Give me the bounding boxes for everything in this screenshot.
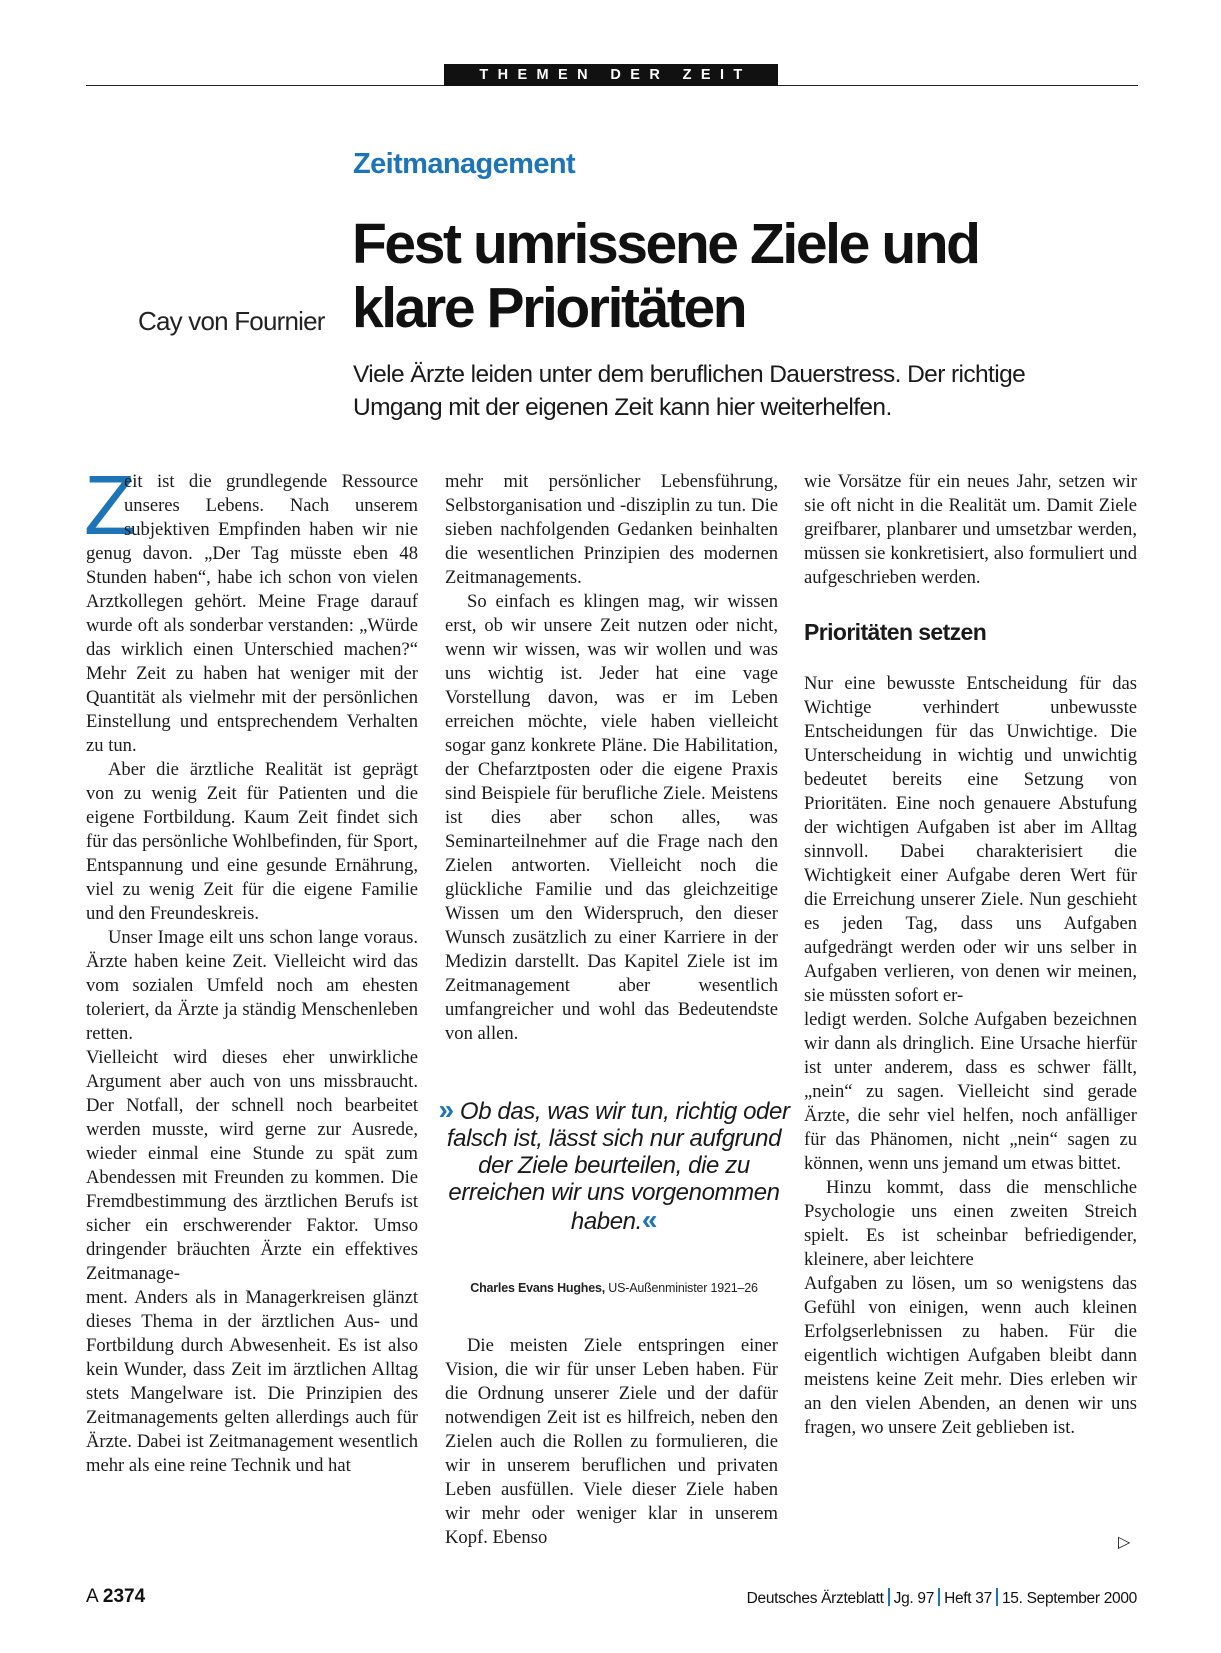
- quote-close-mark: «: [641, 1204, 658, 1235]
- paragraph: Nur eine bewusste Entscheidung für das Wichtige verhindert unbewusste Entscheidungen für das Unwichtige. Die Unterscheidung in wichtig und unwichtig bedeutet bereits eine Setzung von Prioritäten. Eine noch genauere Abstufung der wichtigen Aufgaben ist aber im Alltag sinnvoll. Dabei charakterisiert die Wichtigkeit einer Aufgabe deren Wert für die Erreichung unserer Ziele. Nun geschieht es jeden Tag, dass uns Aufgaben aufgedrängt werden oder wir uns selber in Aufgaben verlieren, von denen wir meinen, sie müssten sofort er-: [804, 673, 1137, 1006]
- attribution-role: US-Außenminister 1921–26: [605, 1281, 758, 1295]
- footer-separator: [996, 1588, 998, 1606]
- journal-date: 15. September 2000: [1001, 1590, 1137, 1607]
- article-title: [352, 212, 1152, 340]
- body-column-3: [804, 470, 1137, 1440]
- paragraph: Die meisten Ziele entspringen einer Vision, die wir für unser Leben haben. Für die Ordnung unserer Ziele und der dafür notwendigen Zeit ist es hilfreich, neben den Zielen auch die Rollen zu formulieren, die wir in unserem beruflichen und privaten Leben ausfüllen. Viele dieser Ziele haben wir mehr oder weniger klar in unserem Kopf. Ebenso: [445, 1335, 778, 1548]
- paragraph: Vielleicht wird dieses eher unwirkliche Argument aber auch von uns missbraucht. Der Notfall, der schnell noch bearbeitet werden musste, wird gerne zur Ausrede, wieder einmal eine Stunde zu spät zum Abendessen mit Freunden zu kommen. Die Fremdbestimmung des ärztlichen Berufs ist sicher ein erschwerender Faktor. Umso dringender bräuchten Ärzte ein effektives Zeitmanage-: [86, 1047, 418, 1284]
- title-line-2: klare Prioritäten: [352, 276, 746, 340]
- paragraph: Unser Image eilt uns schon lange voraus. Ärzte haben keine Zeit. Vielleicht wird das vom sozialen Umfeld noch am ehesten toleriert, da Ärzte ja ständig Menschenleben retten.: [86, 927, 418, 1044]
- pull-quote: [430, 1096, 798, 1235]
- journal-issue: Heft 37: [944, 1590, 992, 1607]
- quote-attribution: [430, 1281, 798, 1295]
- lead-line-1: Viele Ärzte leiden unter dem beruflichen Dauerstress. Der richtige: [353, 361, 1026, 388]
- article-kicker: Zeitmanagement: [353, 148, 576, 180]
- paragraph: Aber die ärztliche Realität ist geprägt von zu wenig Zeit für Patienten und die eigene Fortbildung. Kaum Zeit findet sich für das persönliche Wohlbefinden, für Sport, Entspannung und eine gesunde Ernährung, viel zu wenig Zeit für die eigene Familie und den Freundeskreis.: [86, 759, 418, 924]
- paragraph: Aufgaben zu lösen, um so wenigstens das Gefühl von einigen, wenn auch kleinen Erfolgserlebnissen zu haben. Für die eigentlich wichtigen Aufgaben bleibt dann meistens keine Zeit mehr. Dies erleben wir an den vielen Abenden, an denen wir uns fragen, wo unsere Zeit geblieben ist.: [804, 1273, 1137, 1438]
- paragraph: wie Vorsätze für ein neues Jahr, setzen wir sie oft nicht in die Realität um. Damit Ziele greifbarer, planbarer und umsetzbar werden, müssen sie konkretisiert, also formuliert und aufgeschrieben werden.: [804, 471, 1137, 588]
- section-subheading: Prioritäten setzen: [804, 619, 987, 645]
- body-column-2-continued: [445, 1334, 778, 1550]
- paragraph: So einfach es klingen mag, wir wissen erst, ob wir unsere Zeit nutzen oder nicht, wenn wir wissen, was wir wollen und was uns wichtig ist. Jeder hat eine vage Vorstellung davon, was er im Leben erreichen möchte, viele haben vielleicht sogar ganz konkrete Pläne. Die Habilitation, der Chefarztposten oder die eigene Praxis sind Beispiele für berufliche Ziele. Meistens ist dies aber schon alles, was Seminarteilnehmer auf die Frage nach den Zielen antworten. Vielleicht noch die glückliche Familie und das gleichzeitige Wissen um den Widerspruch, den dieser Wunsch zusätzlich zu einer Karriere in der Medizin darstellt. Das Kapitel Ziele ist im Zeitmanagement aber wesentlich umfangreicher und wohl das Bedeutendste von allen.: [445, 591, 778, 1044]
- paragraph: mehr mit persönlicher Lebensführung, Selbstorganisation und -disziplin zu tun. Die sieben nachfolgenden Gedanken beinhalten die wesentlichen Prinzipien des modernen Zeitmanagements.: [445, 471, 778, 588]
- page-prefix: A: [86, 1586, 98, 1607]
- author-name: Cay von Fournier: [138, 306, 325, 336]
- journal-name: Deutsches Ärzteblatt: [746, 1590, 884, 1607]
- section-banner: THEMEN DER ZEIT: [444, 64, 778, 86]
- paragraph: ment. Anders als in Managerkreisen glänzt dieses Thema in der ärztlichen Aus- und Fortbildung durch Abwesenheit. Es ist also kein Wunder, dass Zeit im ärztlichen Alltag stets Mangelware ist. Die Prinzipien des Zeitmanagements gelten allerdings auch für Ärzte. Dabei ist Zeitmanagement wesentlich mehr als eine reine Technik und hat: [86, 1287, 418, 1476]
- lead-line-2: Umgang mit der eigenen Zeit kann hier weiterhelfen.: [353, 394, 892, 421]
- paragraph-text: eit ist die grundlegende Ressource unseres Lebens. Nach unserem subjektiven Empfinden haben wir nie genug davon. „Der Tag müsste eben 48 Stunden haben“, habe ich schon von vielen Arztkollegen gehört. Meine Frage darauf wurde oft als sonderbar verstanden: „Würde das wirklich einen Unterschied machen?“ Mehr Zeit zu haben hat weniger mit der Quantität als vielmehr mit der persönlichen Einstellung und entsprechendem Verhalten zu tun.: [86, 471, 418, 756]
- page-number: [86, 1586, 145, 1608]
- journal-volume: Jg. 97: [893, 1590, 935, 1607]
- body-column-1: [84, 458, 418, 1478]
- page-number-value: 2374: [102, 1586, 146, 1607]
- attribution-name: Charles Evans Hughes,: [470, 1281, 605, 1295]
- journal-footer: [747, 1588, 1137, 1608]
- paragraph: [84, 458, 418, 758]
- paragraph: ledigt werden. Solche Aufgaben bezeichnen wir dann als dringlich. Eine Ursache hierfür ist unter anderem, dass es schwer fällt, „nein“ zu sagen. Vielleicht sind gerade Ärzte, die sehr viel helfen, noch anfälliger für das Phänomen, nicht „nein“ sagen zu können, wenn uns jemand um etwas bittet.: [804, 1009, 1137, 1174]
- paragraph: Hinzu kommt, dass die menschliche Psychologie uns einen zweiten Streich spielt. Es ist scheinbar befriedigender, kleinere, aber leichtere: [804, 1177, 1137, 1270]
- body-column-2: [445, 470, 778, 1046]
- footer-separator: [888, 1588, 890, 1606]
- continue-arrow-icon: ▷: [1118, 1534, 1131, 1551]
- article-lead: [353, 358, 1113, 424]
- title-line-1: Fest umrissene Ziele und: [352, 212, 979, 276]
- pull-quote-text: Ob das, was wir tun, richtig oder falsch ist, lässt sich nur aufgrund der Ziele beurteilen, die zu erreichen wir uns vorgenommen haben.: [446, 1098, 790, 1235]
- footer-separator: [938, 1588, 940, 1606]
- quote-open-mark: »: [438, 1094, 454, 1125]
- drop-cap: Z: [84, 458, 136, 552]
